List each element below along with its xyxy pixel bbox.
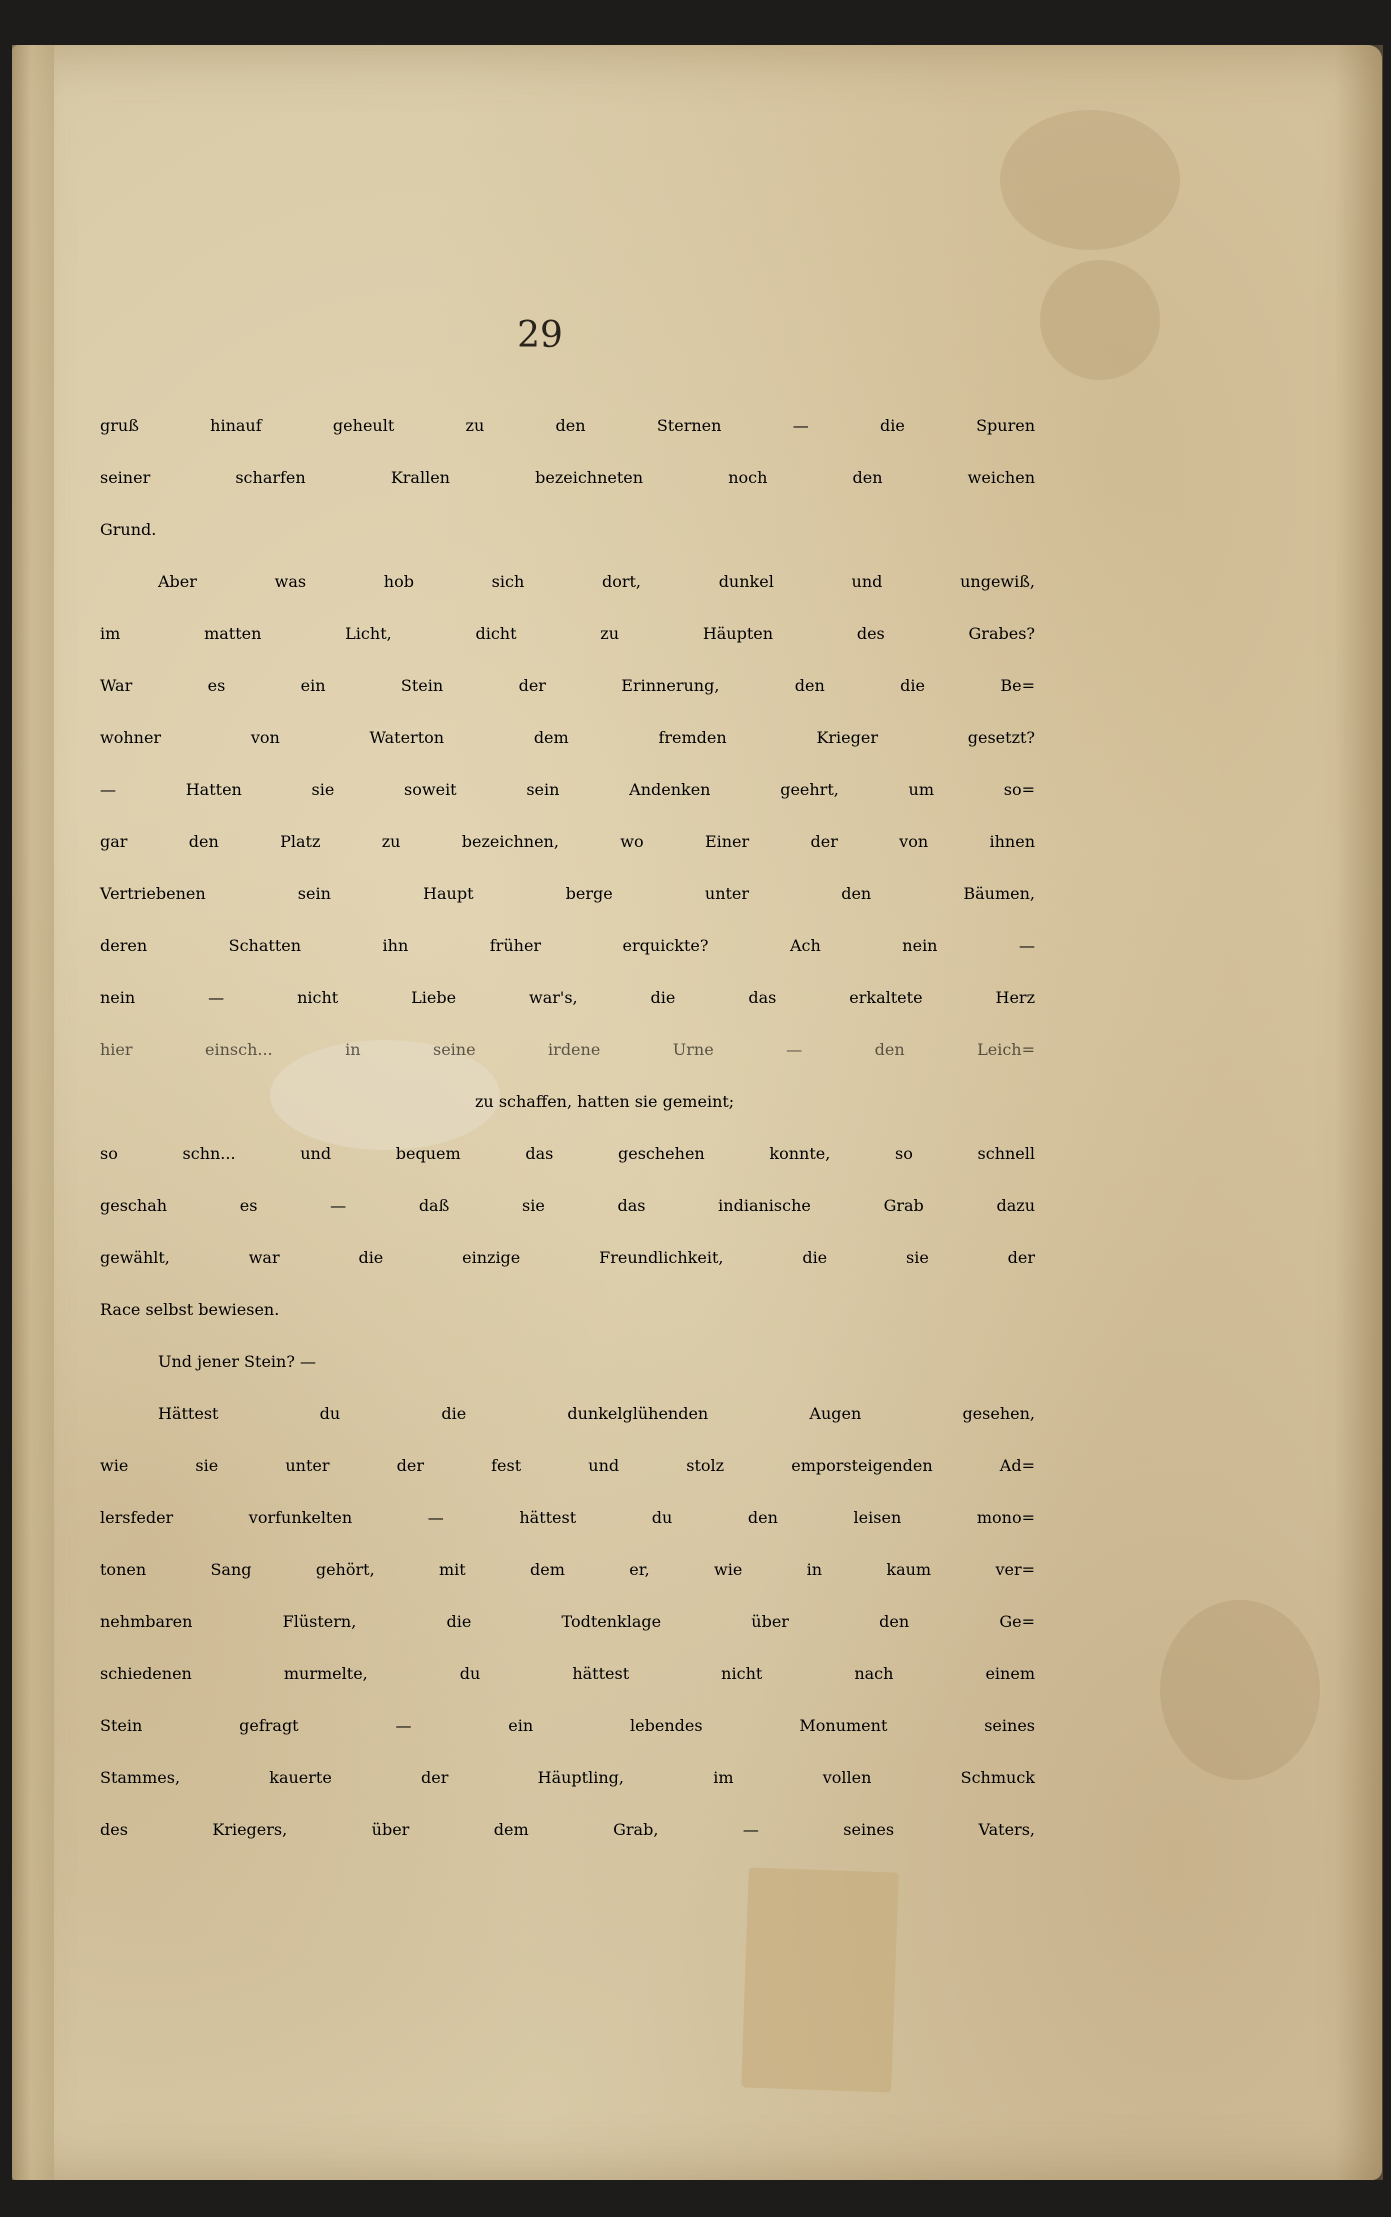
page-number: 29 [517,315,563,356]
text-line: tonen Sang gehört, mit dem er, wie in kaum ver= [100,1560,1035,1579]
text-line: Race selbst bewiesen. [100,1300,280,1319]
text-line: Stein gefragt — ein lebendes Monument seines [100,1716,1035,1735]
text-line: wie sie unter der fest und stolz emporsteigenden Ad= [100,1456,1035,1475]
text-line: gruß hinauf geheult zu den Sternen — die Spuren [100,416,1035,435]
text-line: nehmbaren Flüstern, die Todtenklage über den Ge= [100,1612,1035,1631]
text-line: hier einsch... in seine irdene Urne — den Leich= [100,1040,1035,1059]
page-body-text [100,400,1035,1856]
text-line: des Kriegers, über dem Grab, — seines Vaters, [100,1820,1035,1839]
text-line: Stammes, kauerte der Häuptling, im vollen Schmuck [100,1768,1035,1787]
text-line: Und jener Stein? — [158,1352,316,1371]
page-binding-edge [12,45,54,2180]
text-line: geschah es — daß sie das indianische Grab dazu [100,1196,1035,1215]
text-line: gewählt, war die einzige Freundlichkeit, die sie der [100,1248,1035,1267]
text-line: zu schaffen, hatten sie gemeint; [475,1092,735,1111]
text-line: Hättest du die dunkelglühenden Augen gesehen, [158,1404,1035,1423]
paper-stain [1040,260,1160,380]
text-line: im matten Licht, dicht zu Häupten des Grabes? [100,624,1035,643]
text-line: Vertriebenen sein Haupt berge unter den Bäumen, [100,884,1035,903]
page-outer-edge [1335,45,1383,2180]
text-line: wohner von Waterton dem fremden Krieger gesetzt? [100,728,1035,747]
text-line: so schn... und bequem das geschehen konnte, so schnell [100,1144,1035,1163]
text-line: schiedenen murmelte, du hättest nicht nach einem [100,1664,1035,1683]
text-line: lersfeder vorfunkelten — hättest du den leisen mono= [100,1508,1035,1527]
text-line: War es ein Stein der Erinnerung, den die Be= [100,676,1035,695]
tape-patch [741,1867,899,2092]
paper-stain [1160,1600,1320,1780]
text-line: gar den Platz zu bezeichnen, wo Einer der von ihnen [100,832,1035,851]
text-line: Grund. [100,520,157,539]
text-line: deren Schatten ihn früher erquickte? Ach nein — [100,936,1035,955]
text-line: seiner scharfen Krallen bezeichneten noch den weichen [100,468,1035,487]
text-line: nein — nicht Liebe war's, die das erkaltete Herz [100,988,1035,1007]
text-line: Aber was hob sich dort, dunkel und ungewiß, [158,572,1035,591]
text-line: — Hatten sie soweit sein Andenken geehrt, um so= [100,780,1035,799]
paper-stain [1000,110,1180,250]
